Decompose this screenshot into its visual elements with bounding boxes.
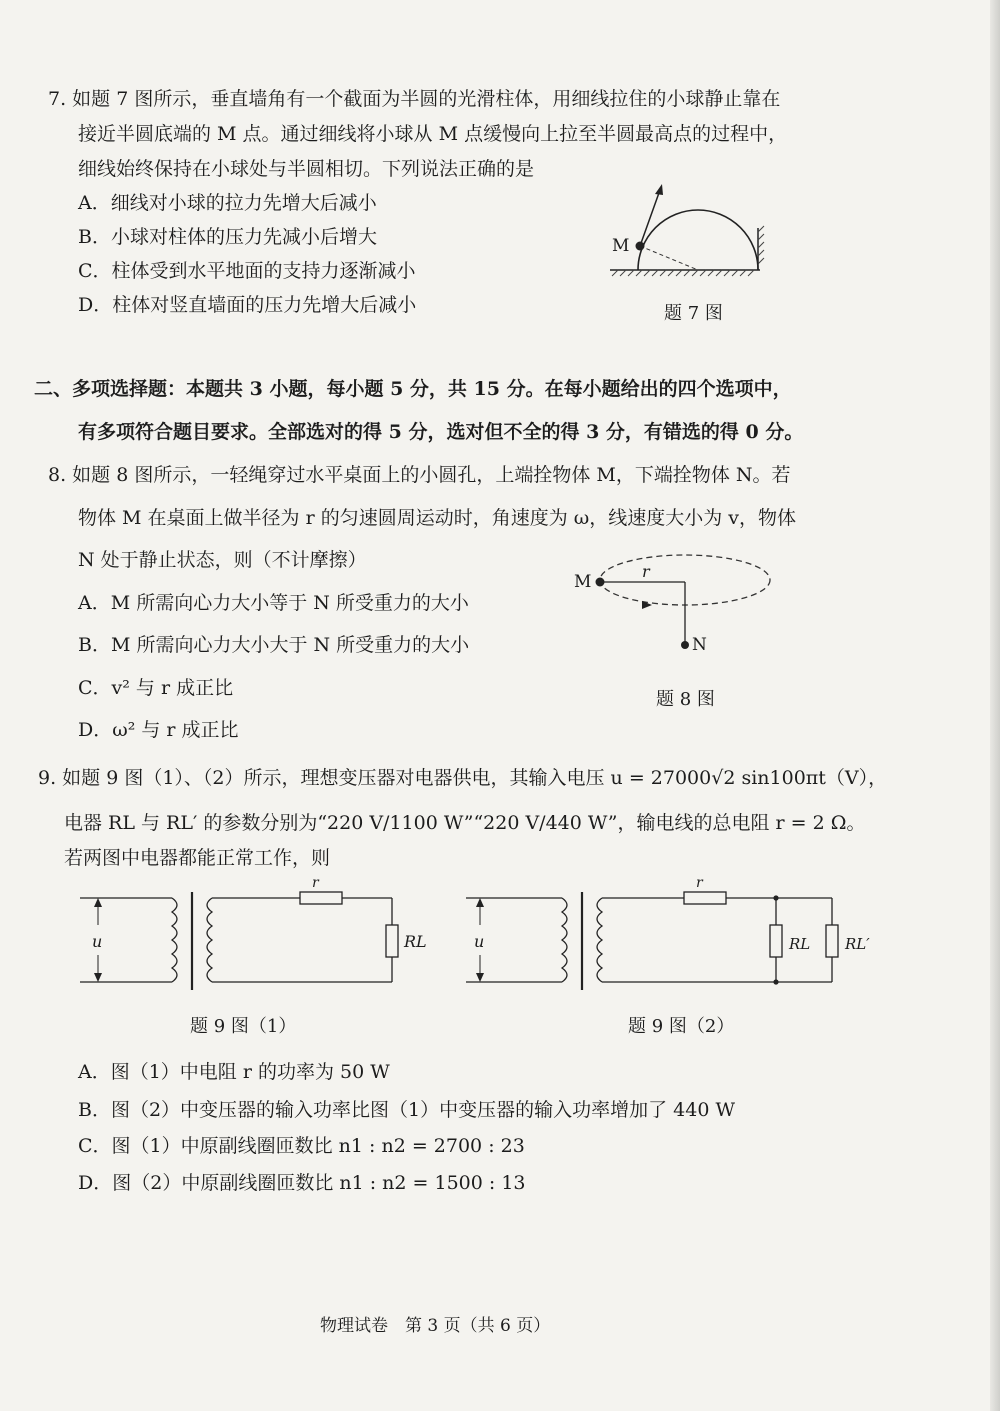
section-2-heading-line-2: 有多项符合题目要求。全部选对的得 5 分，选对但不全的得 3 分，有错选的得 0 分。 <box>78 421 804 443</box>
q9-fig2-label-rl-prime: RL′ <box>845 935 870 953</box>
q9-fig1-caption: 题 9 图（1） <box>190 1016 297 1037</box>
q8-option-c: C．v² 与 r 成正比 <box>78 677 234 699</box>
q9-option-b: B．图（2）中变压器的输入功率比图（1）中变压器的输入功率增加了 440 W <box>78 1099 736 1121</box>
q9-stem-line-3: 若两图中电器都能正常工作，则 <box>64 847 331 869</box>
q8-figure-caption: 题 8 图 <box>656 689 715 710</box>
q8-figure-label-m: M <box>574 572 592 592</box>
q9-option-a: A．图（1）中电阻 r 的功率为 50 W <box>78 1061 390 1083</box>
q7-option-c: C．柱体受到水平地面的支持力逐渐减小 <box>78 260 416 282</box>
q8-option-b: B．M 所需向心力大小大于 N 所受重力的大小 <box>78 634 470 656</box>
q8-stem-line-1: 8. 如题 8 图所示，一轻绳穿过水平桌面上的小圆孔，上端拴物体 M，下端拴物体 N。若 <box>48 464 791 486</box>
q8-option-d: D．ω² 与 r 成正比 <box>78 719 239 741</box>
q7-option-a: A．细线对小球的拉力先增大后减小 <box>78 192 377 214</box>
q7-figure-caption: 题 7 图 <box>664 303 723 324</box>
q9-stem-line-2: 电器 RL 与 RL′ 的参数分别为“220 V/1100 W”“220 V/440 W”，输电线的总电阻 r = 2 Ω。 <box>64 812 866 834</box>
q9-fig2-label-rl: RL <box>789 935 811 953</box>
section-2-heading-line-1: 二、多项选择题：本题共 3 小题，每小题 5 分，共 15 分。在每小题给出的四个选项中， <box>34 378 792 400</box>
q7-figure-label-m: M <box>612 236 630 256</box>
q8-option-a: A．M 所需向心力大小等于 N 所受重力的大小 <box>78 592 469 614</box>
q8-figure-label-n: N <box>692 635 707 655</box>
q9-fig2-caption: 题 9 图（2） <box>628 1016 735 1037</box>
q7-stem-line-1: 7. 如题 7 图所示，垂直墙角有一个截面为半圆的光滑柱体，用细线拉住的小球静止靠在 <box>48 88 781 110</box>
q9-option-c: C．图（1）中原副线圈匝数比 n1 : n2 = 2700 : 23 <box>78 1135 525 1157</box>
q8-stem-line-2: 物体 M 在桌面上做半径为 r 的匀速圆周运动时，角速度为 ω，线速度大小为 v，物体 <box>78 507 797 529</box>
q7-option-b: B．小球对柱体的压力先减小后增大 <box>78 226 377 248</box>
page-footer: 物理试卷 第 3 页（共 6 页） <box>320 1316 551 1336</box>
q9-fig1-label-u: u <box>92 932 103 951</box>
q8-figure-label-r: r <box>642 562 650 581</box>
q9-fig2-label-r: r <box>696 875 703 891</box>
q9-fig1-label-r: r <box>312 875 319 891</box>
q9-stem-line-1: 9. 如题 9 图（1）、（2）所示，理想变压器对电器供电，其输入电压 u = 27000√2 sin100πt（V）， <box>38 767 888 789</box>
q9-figure-1 <box>80 880 420 1000</box>
q7-stem-line-2: 接近半圆底端的 M 点。通过细线将小球从 M 点缓慢向上拉至半圆最高点的过程中， <box>78 123 788 145</box>
q9-fig1-label-rl: RL <box>404 932 427 951</box>
q9-option-d: D．图（2）中原副线圈匝数比 n1 : n2 = 1500 : 13 <box>78 1172 526 1194</box>
q8-figure <box>590 550 790 660</box>
q9-fig2-label-u: u <box>474 932 485 951</box>
q8-stem-line-3: N 处于静止状态，则（不计摩擦） <box>78 549 367 571</box>
scan-edge-shadow <box>990 0 1000 1411</box>
q7-stem-line-3: 细线始终保持在小球处与半圆相切。下列说法正确的是 <box>78 158 535 180</box>
q7-option-d: D．柱体对竖直墙面的压力先增大后减小 <box>78 294 417 316</box>
